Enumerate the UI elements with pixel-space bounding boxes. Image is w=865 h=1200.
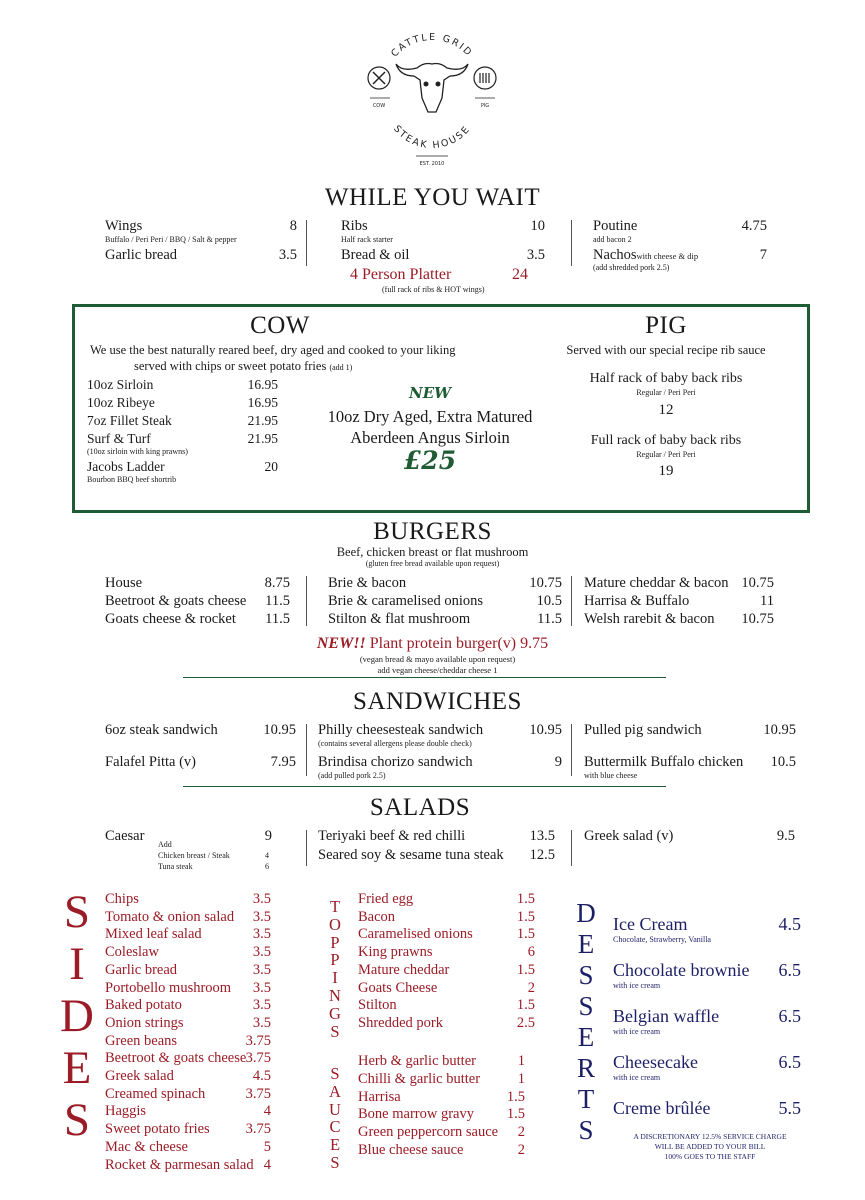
caesar-add: Chicken breast / Steak 4 (158, 851, 269, 860)
item-name: Mature cheddar (358, 961, 450, 978)
item-price: 2 (517, 1142, 525, 1158)
salads-title: SALADS (369, 794, 471, 821)
item-name: Ice Cream (613, 914, 688, 934)
item-price: 1 (517, 1053, 525, 1069)
divider (306, 576, 307, 626)
cow-description: We use the best naturally reared beef, dry aged and cooked to your liking (90, 343, 456, 357)
item-name: Creamed spinach (105, 1085, 206, 1102)
item-note: Half rack starter (341, 235, 393, 244)
item-price: 3.5 (252, 926, 271, 943)
item-name: Harrisa (358, 1088, 401, 1105)
item-name: Onion strings (105, 1014, 184, 1031)
item-name: Coleslaw (105, 944, 159, 961)
logo-est: EST. 2010 (419, 161, 445, 167)
item-name: Baked potato (105, 997, 182, 1014)
pig-item-note: Regular / Peri Peri (636, 388, 696, 397)
logo-cow-label: COW (372, 103, 386, 109)
item-price: 6.5 (778, 1052, 801, 1072)
item-name: Green beans (105, 1032, 178, 1049)
item-note: (contains several allergens please double check) (318, 739, 472, 748)
pig-item-name: Full rack of baby back ribs (590, 433, 742, 448)
divider (306, 724, 307, 776)
item-price: 1.5 (516, 961, 535, 978)
item-price: 1.5 (516, 908, 535, 925)
cow-description-2: served with chips or sweet potato fries (add 1) (134, 359, 353, 373)
item-price: 3.5 (252, 908, 271, 925)
item-price: 4.5 (778, 914, 801, 934)
item-price: 3.5 (252, 944, 271, 961)
item-name: Portobello mushroom (105, 979, 232, 996)
divider (571, 830, 572, 866)
item-name: Mixed leaf salad (105, 926, 202, 943)
item-note: (add pulled pork 2.5) (318, 771, 386, 780)
item-price: 5.5 (778, 1098, 801, 1118)
item-price: 3.5 (252, 1014, 271, 1031)
wait-title: WHILE YOU WAIT (324, 184, 541, 211)
item-price: 3.5 (252, 979, 271, 996)
logo-graphic (362, 28, 502, 173)
item-note: with ice cream (613, 1073, 661, 1082)
item-price: 3.75 (245, 1050, 271, 1067)
platter-note: (full rack of ribs & HOT wings) (382, 285, 485, 294)
special-price: £25 (403, 446, 457, 475)
item-price: 6.5 (778, 960, 801, 980)
logo-pig-label: PIG (480, 103, 490, 109)
special-line-1: 10oz Dry Aged, Extra Matured (327, 407, 533, 426)
item-name: Fried egg (358, 891, 414, 907)
service-line: A DISCRETIONARY 12.5% SERVICE CHARGE (633, 1132, 787, 1141)
burgers-subnote: (gluten free bread available upon request) (365, 559, 500, 568)
pig-item-note: Regular / Peri Peri (636, 450, 696, 459)
item-name: Bacon (358, 908, 396, 925)
item-price: 1 (517, 1070, 525, 1087)
item-name: Chocolate brownie (613, 960, 750, 980)
burgers-subtitle: Beef, chicken breast or flat mushroom (336, 545, 529, 559)
plant-note-2: add vegan cheese/cheddar cheese 1 (377, 665, 498, 675)
item-name: Blue cheese sauce (358, 1142, 464, 1158)
item-price: 1.5 (516, 926, 535, 943)
item-note: with ice cream (613, 981, 661, 990)
item-name: Chilli & garlic butter (358, 1070, 481, 1087)
item-name: Mac & cheese (105, 1138, 188, 1155)
burgers-title: BURGERS (373, 518, 492, 545)
toppings-vertical-label: T O P P I N G S (329, 897, 341, 1041)
item-price: 3.5 (252, 997, 271, 1014)
item-price: 1.5 (516, 997, 535, 1014)
item-name: King prawns (358, 944, 433, 961)
item-name: Cheesecake (613, 1052, 698, 1072)
item-note: (add shredded pork 2.5) (593, 263, 670, 272)
item-price: 1.5 (516, 891, 535, 907)
sandwiches-title: SANDWICHES (353, 688, 522, 715)
item-price: 4.5 (252, 1068, 271, 1084)
service-line: 100% GOES TO THE STAFF (664, 1152, 756, 1161)
item-name: Rocket & parmesan salad (105, 1156, 254, 1173)
item-name: Garlic bread (105, 961, 178, 978)
item-price: 2 (517, 1124, 525, 1141)
item-price: 3.75 (245, 1085, 271, 1102)
pig-description: Served with our special recipe rib sauce (566, 343, 766, 357)
item-price: 3.5 (252, 891, 271, 907)
divider (183, 677, 666, 678)
item-price: 4 (263, 1103, 271, 1120)
item-name: Beetroot & goats cheese (105, 1050, 247, 1067)
item-note: with ice cream (613, 1027, 661, 1036)
plant-burger: NEW!! Plant protein burger(v) 9.75 (316, 635, 549, 652)
item-note: add bacon 2 (593, 235, 632, 244)
svg-text:STEAK HOUSE (391, 123, 473, 151)
item-price: 1.5 (506, 1088, 525, 1105)
item-name: Belgian waffle (613, 1006, 720, 1026)
pig-item-name: Half rack of baby back ribs (589, 371, 743, 386)
item-name: Greek salad (105, 1068, 174, 1084)
pig-title: PIG (645, 312, 687, 339)
item-name: Green peppercorn sauce (358, 1124, 499, 1141)
item-price: 6.5 (778, 1006, 801, 1026)
item-price: 5 (263, 1138, 271, 1155)
item-name: Haggis (105, 1103, 147, 1120)
plant-note-1: (vegan bread & mayo available upon request) (359, 654, 516, 664)
item-price: 4 (263, 1156, 271, 1173)
divider (306, 830, 307, 866)
logo-bottom-text: STEAK HOUSE (391, 123, 473, 152)
item-price: 3.5 (252, 961, 271, 978)
item-note: Bourbon BBQ beef shortrib (87, 475, 177, 484)
service-line: WILL BE ADDED TO YOUR BILL (654, 1142, 766, 1151)
divider (306, 220, 307, 266)
item-name: Goats Cheese (358, 979, 438, 996)
divider (571, 724, 572, 776)
item-note: with blue cheese (584, 771, 638, 780)
item-note: (10oz sirloin with king prawns) (87, 447, 188, 456)
caesar-add-label: Add (158, 840, 172, 849)
bull-skull-icon (396, 64, 468, 113)
item-name: Herb & garlic butter (358, 1053, 476, 1069)
pig-item-price: 19 (658, 463, 674, 479)
pig-item-price: 12 (658, 402, 674, 418)
item-price: 2.5 (516, 1014, 535, 1031)
item-name: Stilton (358, 997, 397, 1014)
new-badge: NEW (409, 384, 451, 402)
item-price: 6 (527, 944, 535, 961)
service-charge-note (610, 1132, 810, 1162)
item-note: Buffalo / Peri Peri / BBQ / Salt & pepper (105, 235, 237, 244)
item-name: Shredded pork (358, 1014, 443, 1031)
special-line-2: Aberdeen Angus Sirloin (350, 428, 510, 447)
divider (571, 220, 572, 266)
item-price: 1.5 (506, 1106, 525, 1123)
divider (571, 576, 572, 626)
logo-top-text: CATTLE GRID (389, 31, 475, 60)
svg-text:CATTLE GRID (389, 32, 475, 59)
item-price: 3.75 (245, 1121, 271, 1138)
caesar-add: Tuna steak 6 (158, 862, 269, 871)
item-price: 2 (527, 979, 535, 996)
item-name: Sweet potato fries (105, 1121, 210, 1138)
item-name: Chips (105, 891, 139, 907)
sauces-vertical-label: S A U C E S (329, 1064, 341, 1172)
item-price: 3.75 (245, 1032, 271, 1049)
divider (183, 786, 666, 787)
item-name: Caramelised onions (358, 926, 473, 943)
sides-vertical-label: S I D E S (60, 886, 94, 1146)
logo (362, 28, 502, 173)
item-name: Tomato & onion salad (105, 908, 235, 925)
cow-title: COW (250, 312, 310, 339)
platter-item: 4 Person Platter 24 (350, 266, 528, 283)
item-name: Creme brûlée (613, 1098, 711, 1118)
item-name: Bone marrow gravy (358, 1106, 474, 1123)
item-note: Chocolate, Strawberry, Vanilla (613, 935, 711, 944)
desserts-vertical-label: D E S S E R T S (576, 898, 596, 1145)
